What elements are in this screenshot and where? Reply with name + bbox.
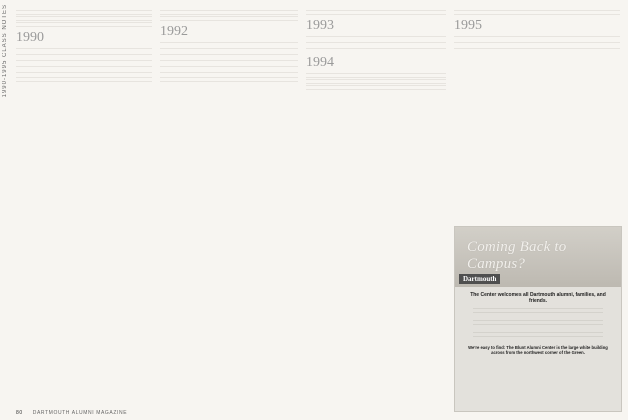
class-note-paragraph: [454, 10, 620, 15]
magazine-name: DARTMOUTH ALUMNI MAGAZINE: [32, 410, 128, 416]
class-note-paragraph: [16, 77, 152, 82]
class-note-paragraph: [16, 16, 152, 21]
ad-headline: The Center welcomes all Dartmouth alumni, families, and friends.: [470, 292, 606, 304]
ad-paragraph-1: [473, 308, 603, 317]
ad-banner: [455, 227, 621, 287]
class-note-paragraph: [306, 48, 446, 53]
class-note-paragraph: [160, 77, 298, 82]
ad-body: [455, 287, 621, 362]
class-note-paragraph: [160, 42, 298, 47]
ad-paragraph-2: [473, 320, 603, 329]
class-note-paragraph: [16, 22, 152, 27]
class-note-paragraph: [306, 10, 446, 15]
class-note-paragraph: [454, 42, 620, 47]
class-note-paragraph: [306, 85, 446, 90]
class-note-paragraph: [454, 48, 620, 53]
class-note-paragraph: [160, 66, 298, 71]
class-note-paragraph: [306, 73, 446, 78]
column-3: [306, 10, 446, 91]
class-note-paragraph: [454, 36, 620, 41]
column-1: [16, 10, 152, 83]
class-note-paragraph: [306, 36, 446, 41]
class-year-heading: 1994: [306, 55, 334, 71]
class-note-paragraph: [16, 54, 152, 59]
class-note-paragraph: [16, 72, 152, 77]
class-note-paragraph: [16, 60, 152, 65]
running-head: 1990-1995 CLASS NOTES: [2, 4, 8, 98]
class-year-heading: 1995: [454, 17, 482, 33]
class-note-paragraph: [16, 10, 152, 15]
class-note-paragraph: [160, 60, 298, 65]
page-number: 80: [16, 410, 23, 416]
class-note-paragraph: [16, 48, 152, 53]
ad-title: Coming Back to Campus?: [467, 239, 567, 272]
column-4: [454, 10, 620, 54]
class-note-paragraph: [160, 72, 298, 77]
class-note-paragraph: [160, 48, 298, 53]
class-note-paragraph: [160, 16, 298, 21]
page-footer: [16, 410, 456, 416]
advertisement-alumni-center[interactable]: [454, 226, 622, 412]
class-year-heading: 1993: [306, 17, 334, 33]
ad-footer-headline: We're easy to find: The Blunt Alumni Center is the large white building across from the northwest corner of the Green.: [468, 345, 608, 355]
column-2: [160, 10, 298, 83]
class-note-paragraph: [160, 10, 298, 15]
class-note-paragraph: [306, 42, 446, 47]
class-note-paragraph: [16, 66, 152, 71]
class-year-heading: 1990: [16, 29, 44, 45]
class-year-heading: 1992: [160, 23, 188, 39]
ad-brand-logo: Dartmouth: [459, 274, 500, 284]
ad-paragraph-3: [473, 332, 603, 341]
class-note-paragraph: [160, 54, 298, 59]
class-note-paragraph: [306, 79, 446, 84]
